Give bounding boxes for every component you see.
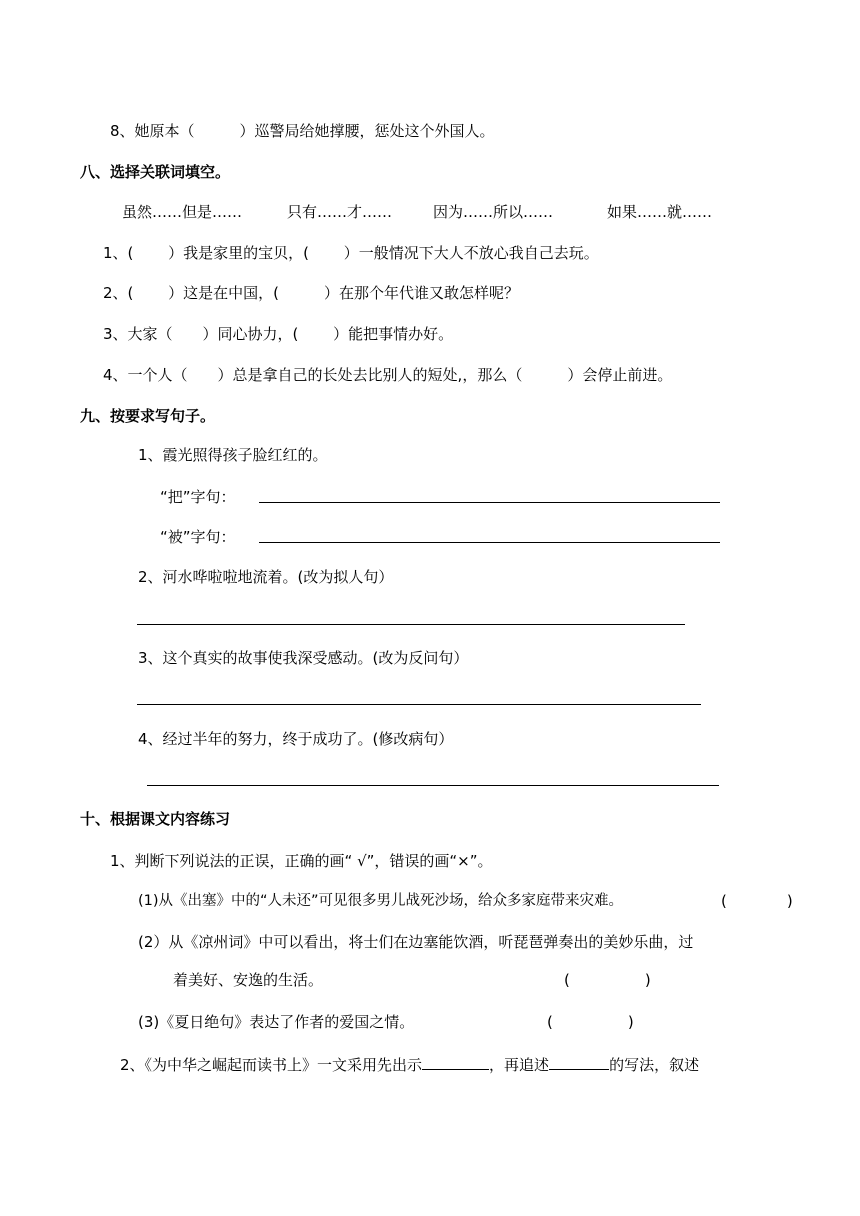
fill-in-text-1: 2、《为中华之崛起而读书上》一文采用先出示	[120, 1056, 423, 1074]
rewrite-item-2: 2、河水哗啦啦地流着。(改为拟人句）	[138, 568, 394, 586]
conjunction-sentence-1: 1、( ）我是家里的宝贝，( ）一般情况下大人不放心我自己去玩。	[103, 244, 599, 262]
bei-sentence-answer-line[interactable]	[259, 542, 720, 543]
conjunction-option-2: 只有……才……	[287, 203, 393, 221]
conjunction-sentence-2: 2、( ）这是在中国，( ）在那个年代谁又敢怎样呢？	[103, 284, 520, 302]
rewrite-item-3: 3、这个真实的故事使我深受感动。(改为反问句）	[138, 649, 469, 667]
rewrite-item-1: 1、霞光照得孩子脸红红的。	[138, 446, 328, 464]
conjunction-option-3: 因为……所以……	[433, 203, 554, 221]
true-false-statement-2-cont: 着美好、安逸的生活。	[173, 971, 324, 989]
true-false-instruction: 1、判断下列说法的正误，正确的画“ √”，错误的画“×”。	[110, 852, 493, 870]
rewrite-item-4: 4、经过半年的努力，终于成功了。(修改病句）	[138, 730, 454, 748]
fill-in-text-3: 的写法，叙述	[609, 1056, 700, 1074]
question-8: 8、她原本（ ）巡警局给她撑腰，惩处这个外国人。	[110, 122, 495, 140]
fill-in-text-2: ，再追述	[489, 1056, 550, 1074]
rewrite-item-3-answer-line[interactable]	[137, 704, 701, 705]
true-false-answer-paren-2[interactable]: ( )	[564, 971, 651, 989]
conjunction-option-1: 虽然……但是……	[122, 203, 243, 221]
section-9-title: 九、按要求写句子。	[80, 407, 216, 425]
true-false-statement-1: (1)从《出塞》中的“人未还”可见很多男儿战死沙场，给众多家庭带来灾难。	[138, 893, 624, 909]
true-false-answer-paren-1[interactable]: ( )	[721, 892, 793, 910]
rewrite-item-2-answer-line[interactable]	[137, 624, 685, 625]
fill-in-blank-1[interactable]	[422, 1053, 489, 1070]
fill-in-item-2	[120, 1053, 699, 1075]
fill-in-blank-2[interactable]	[549, 1053, 609, 1070]
section-10-title: 十、根据课文内容练习	[80, 810, 231, 828]
bei-sentence-label: “被”字句：	[160, 528, 236, 546]
true-false-answer-paren-3[interactable]: ( )	[547, 1013, 634, 1031]
true-false-statement-3: (3)《夏日绝句》表达了作者的爱国之情。	[138, 1013, 415, 1031]
ba-sentence-answer-line[interactable]	[259, 502, 720, 503]
conjunction-sentence-4: 4、一个人（ ）总是拿自己的长处去比别人的短处,，那么（ ）会停止前进。	[103, 366, 673, 384]
true-false-statement-2: (2）从《凉州词》中可以看出，将士们在边塞能饮酒，听琵琶弹奏出的美妙乐曲，过	[138, 933, 694, 951]
conjunction-sentence-3: 3、大家（ ）同心协力，( ）能把事情办好。	[103, 325, 454, 343]
conjunction-option-4: 如果……就……	[607, 203, 713, 221]
section-8-title: 八、选择关联词填空。	[80, 163, 231, 181]
ba-sentence-label: “把”字句：	[160, 488, 236, 506]
rewrite-item-4-answer-line[interactable]	[147, 785, 719, 786]
